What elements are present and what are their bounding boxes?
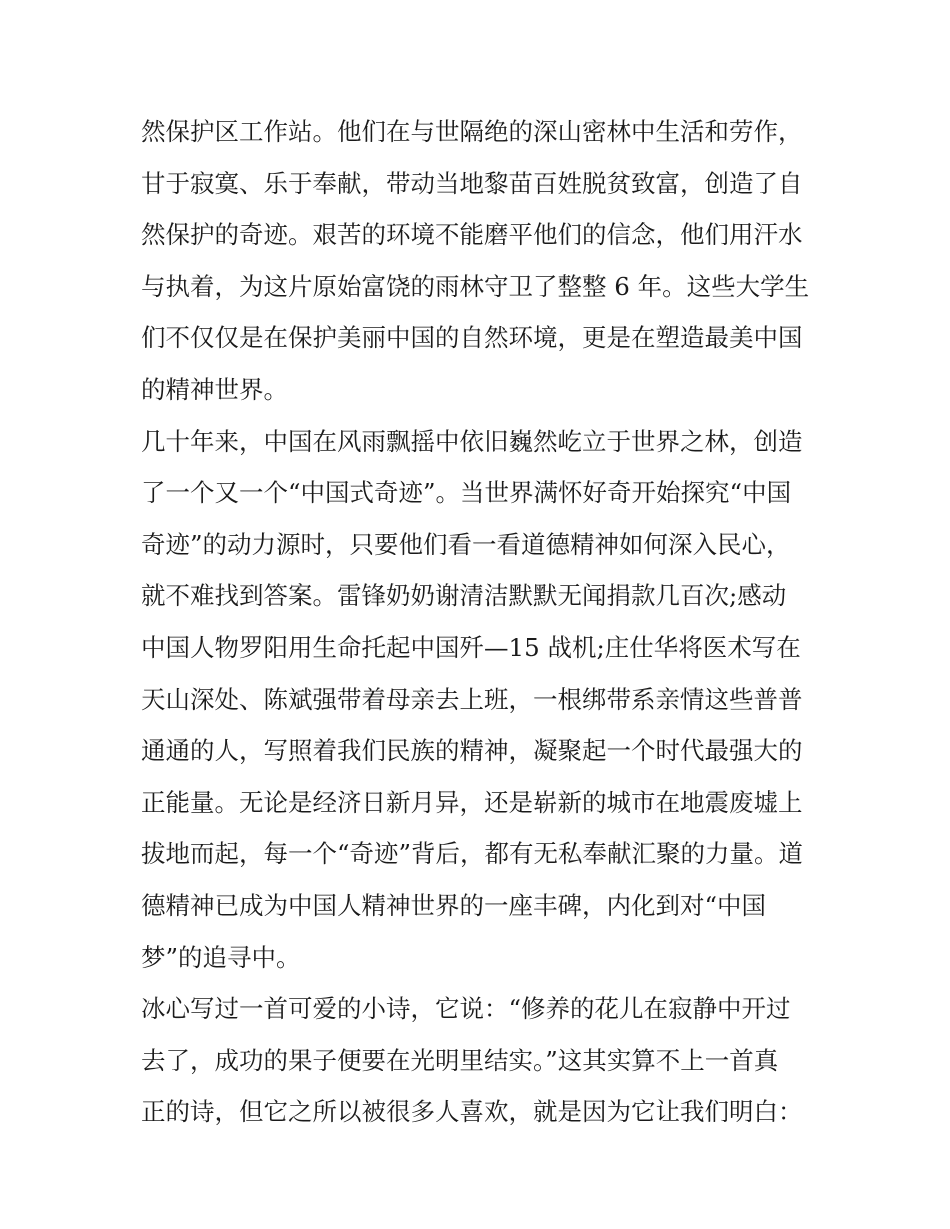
text-line: 德精神已成为中国人精神世界的一座丰碑，内化到对“中国 — [141, 890, 767, 920]
text-line: 梦”的追寻中。 — [141, 942, 301, 972]
text-line: 去了，成功的果子便要在光明里结实。”这其实算不上一首真 — [141, 1045, 779, 1075]
text-line: 了一个又一个“中国式奇迹”。当世界满怀好奇开始探究“中国 — [141, 478, 792, 508]
text-line: 就不难找到答案。雷锋奶奶谢清洁默默无闻捐款几百次;感动 — [141, 581, 787, 611]
text-line: 然保护区工作站。他们在与世隔绝的深山密林中生活和劳作， — [141, 117, 803, 146]
text-line: 正的诗，但它之所以被很多人喜欢，就是因为它让我们明白： — [141, 1097, 803, 1127]
text-line: 奇迹”的动力源时，只要他们看一看道德精神如何深入民心， — [141, 529, 791, 559]
text-line: 甘于寂寞、乐于奉献，带动当地黎苗百姓脱贫致富，创造了自 — [141, 168, 803, 198]
text-line: 正能量。无论是经济日新月异，还是崭新的城市在地震废墟上 — [141, 787, 803, 817]
text-line: 拔地而起，每一个“奇迹”背后，都有无私奉献汇聚的力量。道 — [141, 839, 804, 869]
text-line: 然保护的奇迹。艰苦的环境不能磨平他们的信念，他们用汗水 — [141, 220, 803, 250]
document-body — [141, 106, 821, 1138]
text-line: 几十年来，中国在风雨飘摇中依旧巍然屹立于世界之林，创造 — [141, 426, 803, 456]
text-line: 通通的人，写照着我们民族的精神，凝聚起一个时代最强大的 — [141, 736, 803, 766]
text-line: 中国人物罗阳用生命托起中国歼—15 战机;庄仕华将医术写在 — [141, 632, 801, 662]
text-line: 与执着，为这片原始富饶的雨林守卫了整整 6 年。这些大学生 — [141, 271, 810, 301]
text-line: 冰心写过一首可爱的小诗，它说：“修养的花儿在寂静中开过 — [141, 994, 791, 1024]
text-line: 们不仅仅是在保护美丽中国的自然环境，更是在塑造最美中国 — [141, 323, 803, 353]
text-line: 的精神世界。 — [141, 374, 288, 404]
text-line: 天山深处、陈斌强带着母亲去上班，一根绑带系亲情这些普普 — [141, 684, 803, 714]
